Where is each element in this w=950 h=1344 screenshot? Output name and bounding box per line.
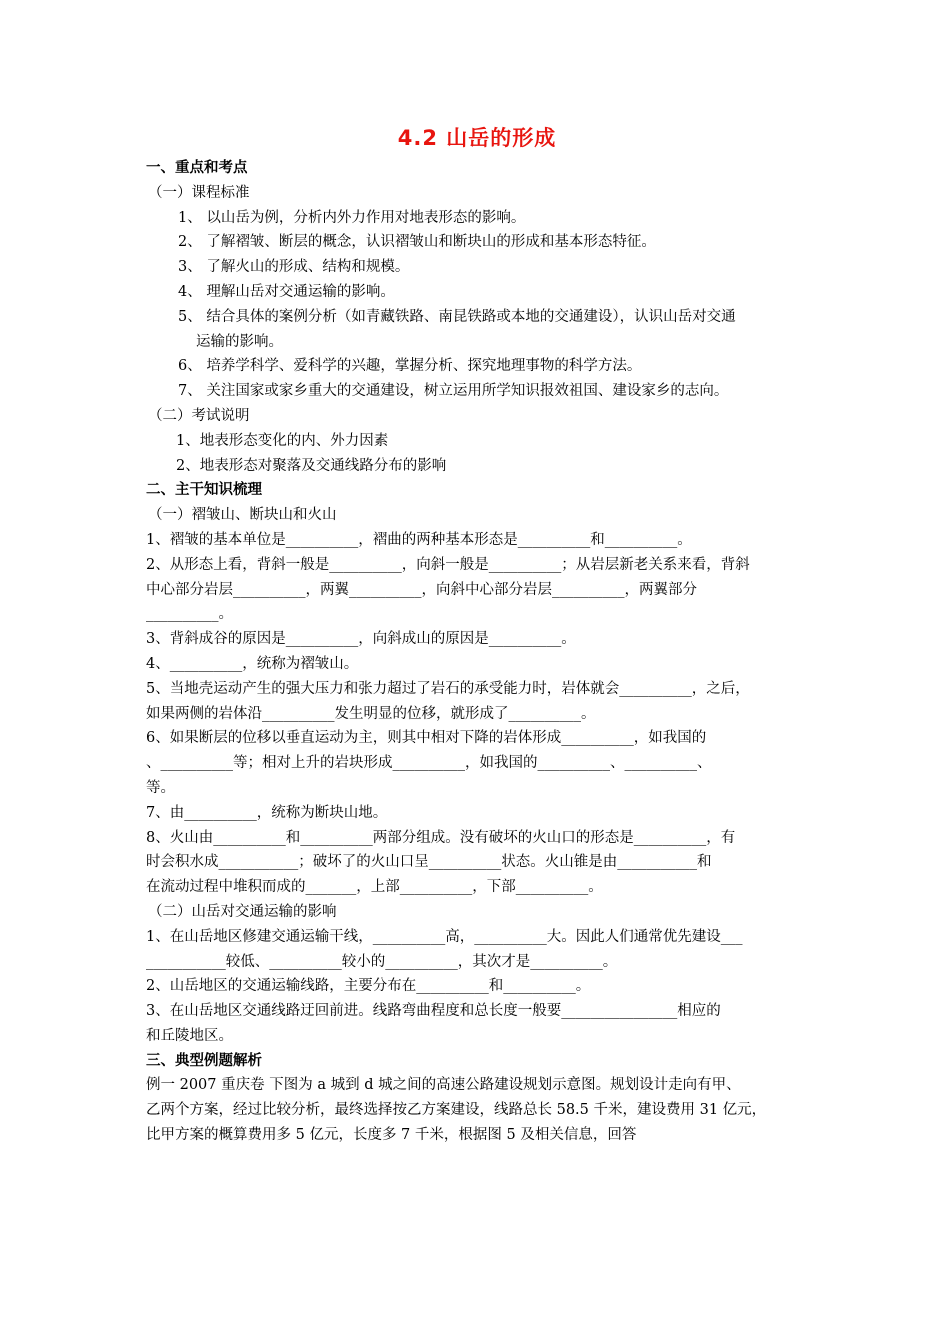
example-text: 比甲方案的概算费用多 5 亿元，长度多 7 千米，根据图 5 及相关信息，回答 [146,1127,637,1144]
standard-item: 5、 结合具体的案例分析（如青藏铁路、南昆铁路或本地的交通建设），认识山岳对交通 [178,308,736,325]
section-heading: 三、典型例题解析 [146,1052,262,1069]
question-line: 4、__________，统称为褶皱山。 [146,655,359,672]
section-heading: 一、重点和考点 [146,160,248,176]
question-line: 3、在山岳地区交通线路迂回前进。线路弯曲程度和总长度一般要________________相应的 [146,1003,721,1020]
example-text: 例一 2007 重庆卷 下图为 a 城到 d 城之间的高速公路建设规划示意图。规划设计走向有甲、 [146,1077,741,1094]
standard-item: 1、 以山岳为例，分析内外力作用对地表形态的影响。 [178,209,526,226]
question-line: 中心部分岩层__________，两翼__________，向斜中心部分岩层__________，两翼部分 [146,581,697,598]
question-line: ___________较低、__________较小的__________，其次才是__________。 [146,953,618,970]
page-title: 4.2 山岳的形成 [397,126,557,150]
question-line: 8、火山由__________和__________两部分组成。没有破坏的火山口的形态是__________，有 [146,829,736,846]
exam-item: 2、地表形态对聚落及交通线路分布的影响 [176,457,447,474]
question-line: 、__________等；相对上升的岩块形成__________，如我国的__________、__________、 [146,755,712,772]
standard-item-continuation: 运输的影响。 [196,333,283,350]
question-line: __________。 [146,606,233,623]
question-line: 和丘陵地区。 [146,1027,233,1044]
question-line: 5、当地壳运动产生的强大压力和张力超过了岩石的承受能力时，岩体就会__________，之后， [146,680,750,697]
subsection-heading: （二）考试说明 [148,407,250,424]
question-line: 2、从形态上看，背斜一般是__________，向斜一般是__________；从岩层新老关系来看，背斜 [146,556,750,573]
question-line: 时会积水成___________；破坏了的火山口呈__________状态。火山锥是由___________和 [146,854,712,871]
subsection-heading: （一）褶皱山、断块山和火山 [148,507,337,524]
question-line: 6、如果断层的位移以垂直运动为主，则其中相对下降的岩体形成__________，如我国的 [146,730,707,747]
question-line: 如果两侧的岩体沿__________发生明显的位移，就形成了__________。 [146,705,596,722]
standard-item: 4、 理解山岳对交通运输的影响。 [178,283,395,300]
standard-item: 6、 培养学科学、爱科学的兴趣，掌握分析、探究地理事物的科学方法。 [178,358,642,375]
question-line: 7、由__________，统称为断块山地。 [146,804,388,821]
question-line: 3、背斜成谷的原因是__________，向斜成山的原因是__________。 [146,631,576,648]
question-line: 1、褶皱的基本单位是__________，褶曲的两种基本形态是__________和__________。 [146,531,692,548]
question-line: 1、在山岳地区修建交通运输干线，__________高，__________大。因此人们通常优先建设___ [146,928,743,945]
question-line: 等。 [146,779,175,796]
question-line: 2、山岳地区的交通运输线路，主要分布在__________和__________。 [146,978,591,995]
standard-item: 3、 了解火山的形成、结构和规模。 [178,259,410,276]
exam-item: 1、地表形态变化的内、外力因素 [176,432,389,449]
subsection-heading: （一）课程标准 [148,184,250,201]
standard-item: 2、 了解褶皱、断层的概念，认识褶皱山和断块山的形成和基本形态特征。 [178,234,656,251]
example-text: 乙两个方案，经过比较分析，最终选择按乙方案建设，线路总长 58.5 千米，建设费用 31 亿元， [146,1102,767,1119]
subsection-heading: （二）山岳对交通运输的影响 [148,903,337,920]
question-line: 在流动过程中堆积而成的_______，上部__________，下部__________。 [146,879,603,896]
section-heading: 二、主干知识梳理 [146,482,262,499]
standard-item: 7、 关注国家或家乡重大的交通建设，树立运用所学知识报效祖国、建设家乡的志向。 [178,383,729,400]
